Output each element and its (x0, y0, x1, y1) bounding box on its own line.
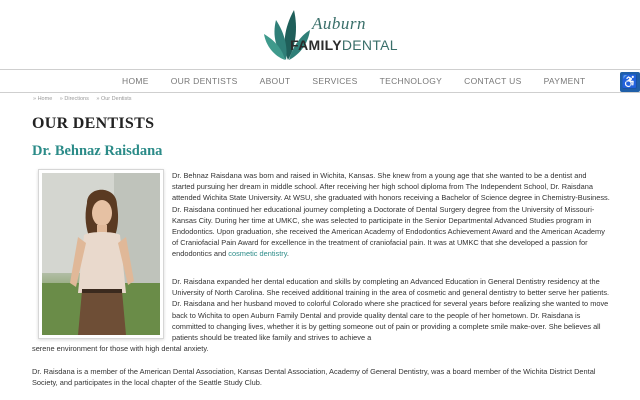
logo-leaf-icon (262, 6, 314, 62)
wheelchair-icon[interactable]: ♿ (620, 72, 640, 92)
nav-item-our-dentists[interactable]: OUR DENTISTS (170, 76, 238, 86)
nav-item-contact-us[interactable]: CONTACT US (464, 76, 522, 86)
bio-paragraph-1 (172, 170, 610, 260)
logo-dental: DENTAL (341, 37, 398, 53)
breadcrumb-current: » Our Dentists (96, 96, 132, 102)
nav-list (122, 70, 608, 92)
breadcrumb (33, 96, 138, 102)
page-title: OUR DENTISTS (32, 115, 155, 132)
bio-p1-text: Dr. Behnaz Raisdana was born and raised in Wichita, Kansas. She knew from a young age that she wanted to be a dentist and started pursuing her dream in middle school. After receiving her high school diploma from The Independent School, Dr. Raisdana attended Wichita State University. At WSU, she graduated with honors receiving a Bachelor of Science degree in Chemistry-Business. Dr. Raisdana continued her educational journey completing a Doctorate of Dental Surgery degree from the University of Missouri-Kansas City. During her time at UMKC, she was selected to participate in the Senior Departmental Advanced Studies program in Endodontics. Upon graduation, she received the American Academy of Endodontics Achievement Award and the American Academy of Craniofacial Pain Award for excellence in the treatment of craniofacial pain. It was at UMKC that she developed a passion for endodontics and (172, 171, 610, 259)
logo-wordmark-top: Auburn (312, 14, 366, 33)
nav-item-services[interactable]: SERVICES (312, 76, 358, 86)
nav-item-technology[interactable]: TECHNOLOGY (379, 76, 443, 86)
breadcrumb-directions[interactable]: » Directions (59, 96, 89, 102)
site-logo[interactable] (262, 6, 398, 62)
nav-item-about[interactable]: ABOUT (259, 76, 291, 86)
logo-wordmark-bottom (290, 37, 398, 53)
bio-p2-text: Dr. Raisdana expanded her dental education and skills by completing an Advanced Education in General Dentistry residency at the University of North Carolina. She received additional training in the area of cosmetic and general dentistry to better serve her patients. Dr. Raisdana and her husband moved to colorful Colorado where she practiced for several years before realizing she wanted to move back to Wichita to open Auburn Family Dental and provide quality dental care to the people of her hometown. Dr. Raisdana is committed to changing lives, whether it is by getting someone out of pain or providing a complete smile make-over. She believes all patients should be treated like family and strives to achieve a (172, 277, 610, 343)
cosmetic-dentistry-link[interactable]: cosmetic dentistry (228, 249, 287, 259)
bio-p2-continued: serene environment for those with high dental anxiety. (32, 344, 209, 354)
nav-item-payment[interactable]: PAYMENT (543, 76, 586, 86)
bio-paragraph-3: Dr. Raisdana is a member of the American Dental Association, Kansas Dental Association, Academy of General Dentistry, was a board member of the Wichita District Dental Society, and participates in the local chapter of the Seattle Study Club. (32, 367, 596, 388)
breadcrumb-home[interactable]: » Home (33, 96, 53, 102)
nav-item-home[interactable]: HOME (122, 76, 149, 86)
dentist-name: Dr. Behnaz Raisdana (32, 143, 163, 159)
main-nav (0, 69, 640, 93)
bio-paragraph-2 (32, 276, 610, 354)
logo-family: FAMILY (290, 37, 342, 53)
bio-p1-end: . (286, 249, 289, 259)
